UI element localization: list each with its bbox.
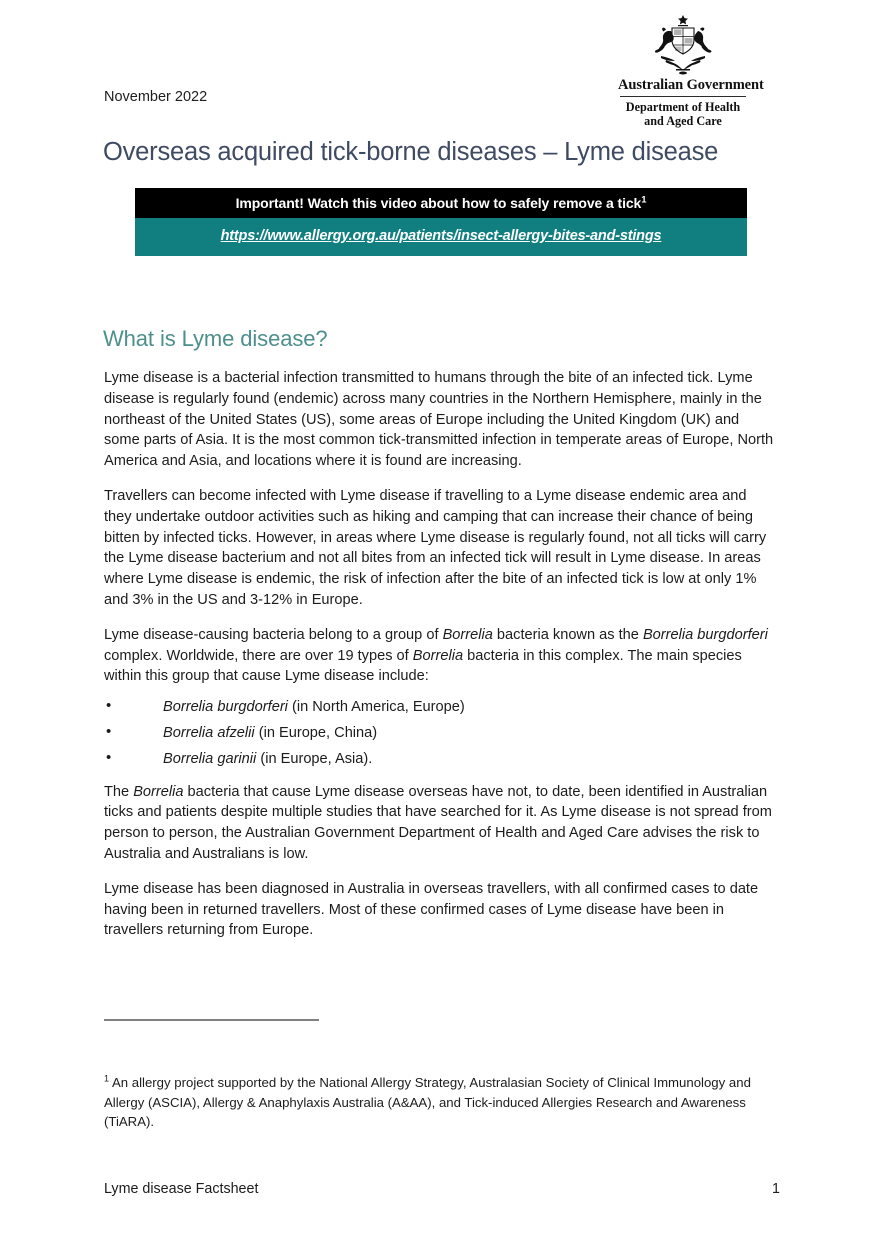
footnote-separator-rule — [104, 1019, 319, 1021]
footnote-body: An allergy project supported by the National Allergy Strategy, Australasian Society of Clinical Immunology and Allergy (ASCIA), Allergy & Anaphylaxis Australia (A&AA), and Tick-induced Allergies Research and Awareness (TiARA). — [104, 1075, 751, 1130]
species-name: Borrelia burgdorferi — [163, 699, 288, 716]
video-url-link[interactable]: https://www.allergy.org.au/patients/insect-allergy-bites-and-stings — [220, 228, 662, 244]
paragraph-intro: Lyme disease is a bacterial infection transmitted to humans through the bite of an infected tick. Lyme disease is regularly found (endemic) across many countries in the Northern Hemisphere, mainly in the northeast of the United States (US), some areas of Europe including the United Kingdom (UK) and some parts of Asia. It is the most common tick-transmitted infection in temperate areas of Europe, North America and Asia, and locations where it is found are increasing. — [104, 370, 774, 470]
species-name: Borrelia afzelii — [163, 724, 255, 741]
crest-department-line-2: and Aged Care — [644, 114, 722, 128]
page-footer — [104, 1181, 780, 1197]
paragraph-australian-risk — [104, 782, 776, 865]
borrelia-complex-text-d: bacteria in this complex. The main species within this group that cause Lyme disease include: — [104, 647, 742, 685]
borrelia-complex-text-b: bacteria known as the — [492, 626, 643, 643]
borrelia-italic-4: Borrelia — [133, 783, 184, 800]
document-date: November 2022 — [104, 89, 208, 105]
species-regions: (in Europe, Asia). — [256, 750, 373, 767]
section-heading-what-is-lyme-disease: What is Lyme disease? — [103, 326, 328, 351]
video-callout-banner — [135, 188, 747, 256]
australian-risk-text-b: bacteria that cause Lyme disease overseas have not, to date, been identified in Australian ticks and patients despite multiple studies that have searched for it. As Lyme disease is not spread from person to person, the Australian Government Department of Health and Aged Care advises the risk to Australia and Australians is low. — [104, 783, 772, 862]
footnote-marker: 1 — [104, 1073, 110, 1084]
document-body — [104, 368, 776, 955]
page-title: Overseas acquired tick-borne diseases – Lyme disease — [103, 138, 719, 166]
borrelia-complex-text-a: Lyme disease-causing bacteria belong to a group of — [104, 626, 443, 643]
crest-department-line-1: Department of Health — [625, 100, 741, 114]
paragraph-travellers: Travellers can become infected with Lyme disease if travelling to a Lyme disease endemic area and they undertake outdoor activities such as hiking and camping that can increase their chance of being bitten by infected ticks. However, in areas where Lyme disease is regularly found, not all ticks will carry the Lyme disease bacterium and not all bites from an infected tick will result in Lyme disease. In areas where Lyme disease is endemic, the risk of infection after the bite of an infected tick is low at only 1% and 3% in the US and 3-12% in Europe. — [104, 487, 767, 608]
video-callout-link-row — [135, 218, 747, 256]
species-regions: (in Europe, China) — [254, 724, 378, 741]
list-item — [104, 723, 776, 744]
borrelia-italic-2: Borrelia burgdorferi — [642, 626, 768, 643]
borrelia-italic-1: Borrelia — [442, 626, 493, 643]
paragraph-borrelia-complex — [104, 625, 776, 687]
crest-government-label: Australian Government — [618, 77, 764, 93]
video-callout-heading — [135, 188, 747, 218]
footnote-text — [104, 1073, 780, 1132]
paragraph-diagnosed-cases: Lyme disease has been diagnosed in Australia in overseas travellers, with all confirmed cases to date having been in returned travellers. Most of these confirmed cases of Lyme disease have been in travellers returning from Europe. — [104, 880, 759, 939]
footer-page-number: 1 — [772, 1181, 780, 1197]
borrelia-italic-3: Borrelia — [412, 647, 464, 664]
crest-department-label — [618, 100, 748, 128]
species-name: Borrelia garinii — [163, 750, 257, 767]
species-regions: (in North America, Europe) — [287, 699, 465, 716]
masthead-crest — [618, 14, 764, 128]
australian-risk-text-a: The — [104, 783, 134, 800]
species-list — [104, 697, 776, 769]
borrelia-complex-text-c: complex. Worldwide, there are over 19 types of — [104, 647, 413, 664]
video-callout-footnote-marker: 1 — [641, 194, 647, 206]
footer-label: Lyme disease Factsheet — [104, 1181, 259, 1197]
list-item — [104, 749, 776, 770]
video-callout-text: Important! Watch this video about how to safely remove a tick — [235, 195, 642, 211]
australian-coat-of-arms-icon — [646, 14, 720, 76]
crest-divider — [620, 96, 746, 97]
list-item — [104, 697, 776, 718]
